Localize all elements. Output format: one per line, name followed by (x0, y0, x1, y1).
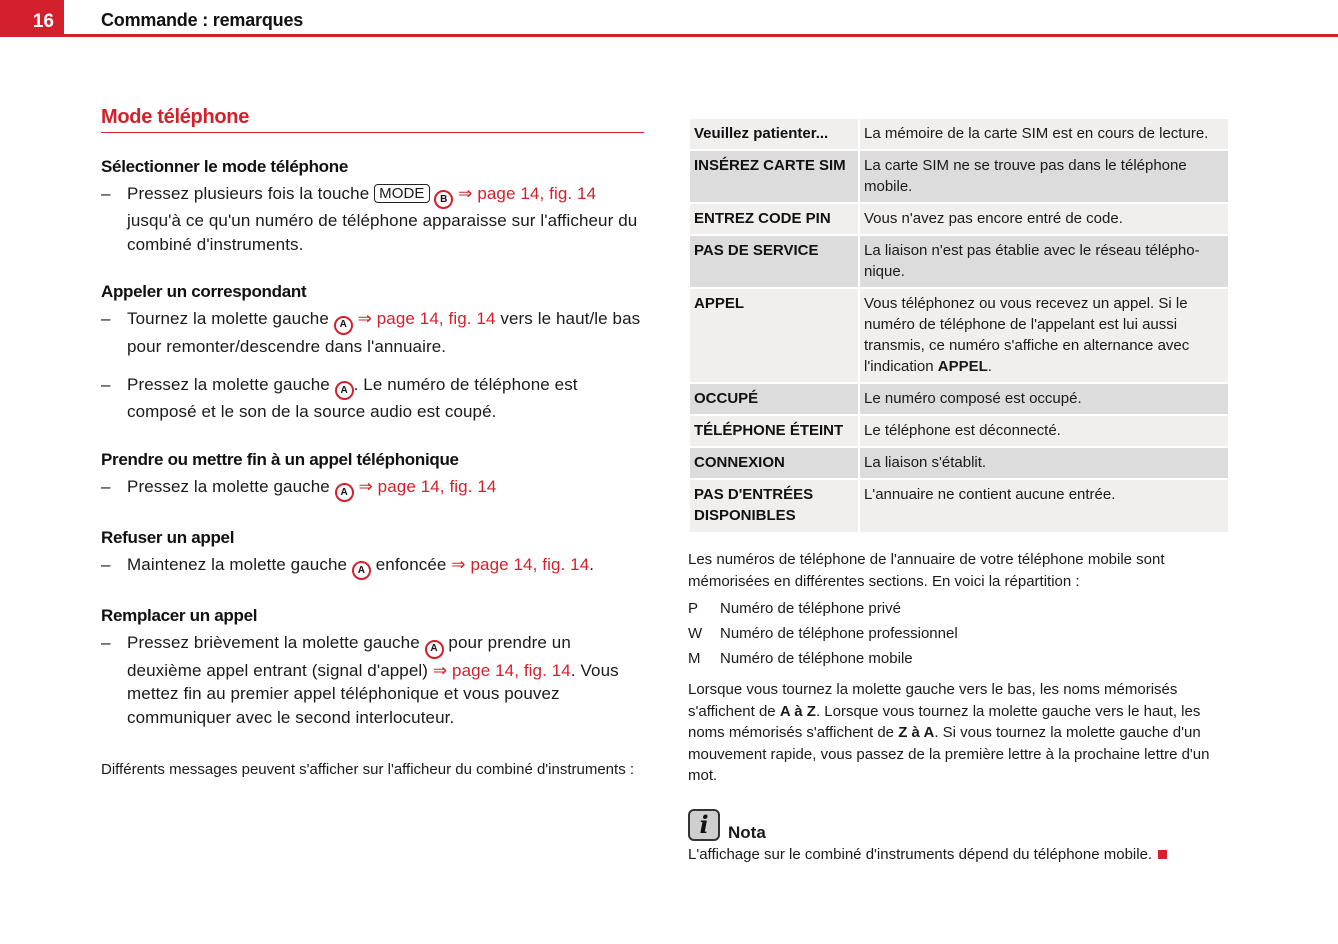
control-a-icon: A (335, 381, 354, 400)
left-column (101, 106, 644, 781)
page-number: 16 (32, 11, 54, 32)
bullet-dash: – (101, 555, 111, 574)
bullet-dash: – (101, 633, 111, 653)
legend-label: Numéro de téléphone privé (720, 600, 901, 617)
message-cell: ENTREZ CODE PIN (689, 203, 859, 235)
table-row (689, 118, 1229, 150)
subheading-reject-call: Refuser un appel (101, 528, 235, 547)
page-reference-link[interactable]: ⇒ page 14, fig. 14 (451, 555, 590, 574)
note-header (688, 809, 1230, 841)
mode-key-icon: MODE (374, 184, 429, 203)
meaning-cell: L'annuaire ne contient aucune entrée. (859, 479, 1229, 533)
info-icon: i (688, 809, 720, 841)
control-a-icon: A (352, 561, 371, 580)
legend-code: M (688, 650, 701, 667)
legend-code: P (688, 600, 699, 617)
meaning-cell: Vous n'avez pas encore entré de code. (859, 203, 1229, 235)
message-cell: Veuillez patienter... (689, 118, 859, 150)
meaning-cell: La liaison n'est pas établie avec le réseau télépho-nique. (859, 235, 1229, 288)
messages-intro: Différents messages peuvent s'afficher sur l'afficheur du combiné d'instruments : (101, 761, 635, 778)
table-row (689, 479, 1229, 533)
subheading-call-contact: Appeler un correspondant (101, 282, 307, 302)
note-text: L'affichage sur le combiné d'instruments dépend du téléphone mobile. (688, 844, 1230, 866)
display-messages-table (688, 117, 1230, 534)
message-cell: CONNEXION (689, 447, 859, 479)
right-column (688, 117, 1230, 865)
control-a-icon: A (334, 316, 353, 335)
meaning-cell: Le numéro composé est occupé. (859, 383, 1229, 415)
meaning-cell: Le téléphone est déconnecté. (859, 415, 1229, 447)
bullet-dash: – (101, 309, 111, 329)
subheading-select-phone-mode: Sélectionner le mode téléphone (101, 157, 349, 176)
step: – Maintenez la molette gauche A enfoncée ⇒ page 14, fig. 14. (101, 553, 644, 580)
message-cell: TÉLÉPHONE ÉTEINT (689, 415, 859, 447)
step: – Pressez la molette gauche A ⇒ page 14, fig. 14 (101, 475, 644, 502)
meaning-cell: La liaison s'établit. (859, 447, 1229, 479)
table-row (689, 288, 1229, 383)
page-reference-link[interactable]: ⇒ page 14, fig. 14 (458, 184, 597, 203)
page-reference-link[interactable]: ⇒ page 14, fig. 14 (358, 476, 497, 496)
bullet-dash: – (101, 184, 111, 203)
table-row (689, 415, 1229, 447)
meaning-cell: La mémoire de la carte SIM est en cours de lecture. (859, 118, 1229, 150)
legend-code: W (688, 625, 703, 642)
control-a-icon: A (425, 640, 444, 659)
legend-item (688, 646, 1230, 671)
message-cell: INSÉREZ CARTE SIM (689, 150, 859, 203)
page-number-tab (0, 0, 64, 37)
note-title: Nota (728, 822, 766, 842)
bullet-dash: – (101, 375, 111, 394)
section-title: Mode téléphone (101, 106, 644, 133)
legend-label: Numéro de téléphone mobile (720, 650, 913, 667)
legend-label: Numéro de téléphone professionnel (720, 625, 958, 642)
message-cell: PAS DE SERVICE (689, 235, 859, 288)
table-row (689, 447, 1229, 479)
subheading-answer-end-call: Prendre ou mettre fin à un appel téléphonique (101, 449, 459, 469)
message-cell: OCCUPÉ (689, 383, 859, 415)
legend-item (688, 621, 1230, 646)
table-row (689, 150, 1229, 203)
chapter-title: Commande : remarques (101, 10, 304, 30)
step: – Pressez plusieurs fois la touche MODE B ⇒ page 14, fig. 14 jusqu'à ce qu'un numéro de téléphone apparaisse sur l'afficheur du combiné d'instruments. (101, 184, 638, 254)
step: – Tournez la molette gauche A ⇒ page 14, fig. 14 vers le haut/le bas pour remonter/descendre dans l'annuaire. (101, 309, 641, 356)
table-row (689, 383, 1229, 415)
page-reference-link[interactable]: ⇒ page 14, fig. 14 (432, 660, 571, 680)
meaning-cell: Vous téléphonez ou vous recevez un appel. Si le numéro de téléphone de l'appelant est lui aussi transmis, ce numéro s'affiche en alternance avec l'indication APPEL. (859, 288, 1229, 383)
header-rule (0, 34, 1338, 37)
control-b-icon: B (434, 190, 453, 209)
bullet-dash: – (101, 476, 111, 496)
meaning-cell: La carte SIM ne se trouve pas dans le téléphone mobile. (859, 150, 1229, 203)
table-row (689, 235, 1229, 288)
sections-intro: Les numéros de téléphone de l'annuaire de votre téléphone mobile sont mémorisées en différentes sections. En voici la répartition : (688, 551, 1165, 590)
control-a-icon: A (335, 483, 354, 502)
scroll-paragraph: Lorsque vous tournez la molette gauche vers le bas, les noms mémorisés s'affichent de A à Z. Lorsque vous tournez la molette gauche vers le haut, les noms mémorisés s'affichent de Z à A. Si vous tournez la molette gauche d'un mouvement rapide, vous passez de la première lettre à la prochaine lettre d'un mot. (688, 681, 1210, 784)
end-of-section-marker-icon (1158, 850, 1167, 859)
message-cell: PAS D'ENTRÉES DISPONIBLES (689, 479, 859, 533)
step: – Pressez brièvement la molette gauche A pour prendre un deuxième appel entrant (signal d'appel) ⇒ page 14, fig. 14. Vous mettez fin au premier appel téléphonique et vous pouvez communiquer avec le second interlocuteur. (101, 633, 619, 727)
page-reference-link[interactable]: ⇒ page 14, fig. 14 (357, 309, 496, 329)
legend-item (688, 596, 1230, 621)
table-row (689, 203, 1229, 235)
step: – Pressez la molette gauche A . Le numéro de téléphone est composé et le son de la source audio est coupé. (101, 375, 578, 422)
subheading-replace-call: Remplacer un appel (101, 606, 258, 626)
message-cell: APPEL (689, 288, 859, 383)
